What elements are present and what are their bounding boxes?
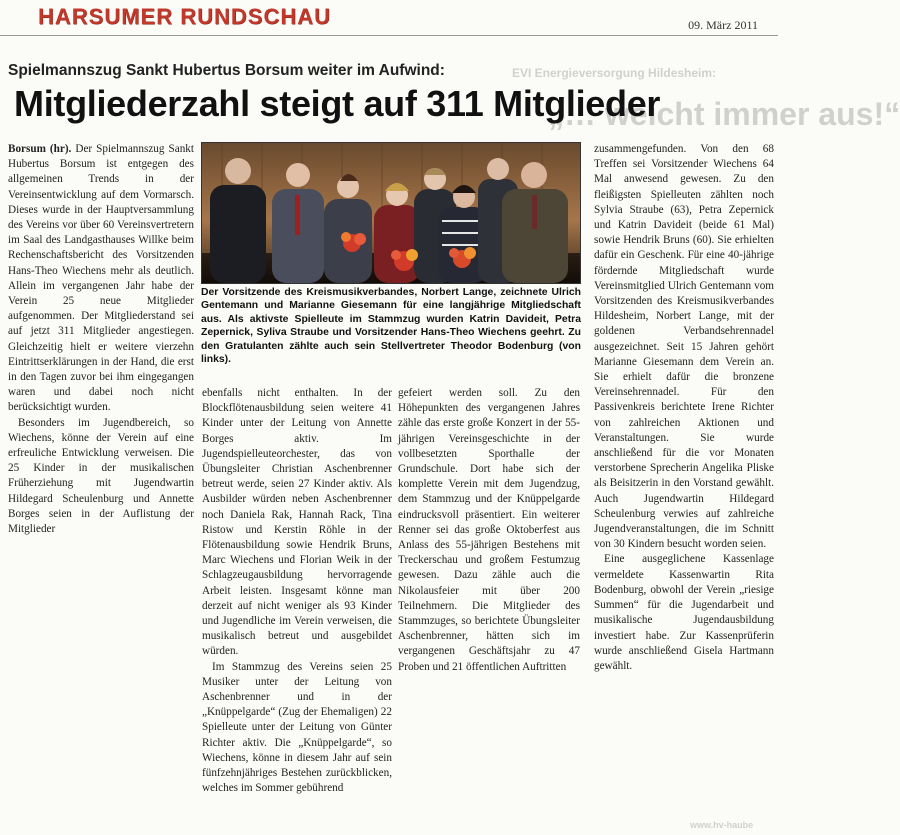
photo-caption: Der Vorsitzende des Kreismusikverbandes, Norbert Lange, zeichnete Ulrich Gentemann und Marianne Giesemann für eine langjährige Mitgliedschaft aus. Als aktivste Spielleute im Stammzug wurden Katrin Davideit, Petra Zepernick, Syliva Straube und Vorsitzender Hans-Theo Wiechens geehrt. Zu den Gratulanten zählte auch sein Stellvertreter Theodor Bodenburg (von links). — [201, 287, 581, 366]
paragraph: ebenfalls nicht enthalten. In der Blockflötenausbildung seien weitere 41 Kinder unter der Leitung von Annette Borges aktiv. Im Jugendspielleuteorchester, das von Übungsleiter Christian Aschenbrenner betreut werde, seien 27 Kinder aktiv. Als Ausbilder würden neben Aschenbrenner noch Daniela Rak, Hannah Rack, Tina Ristow und Kerstin Röhle in der Flötenausbildung sowie Hendrik Bruns, Marc Wiechens und Florian Weik in der Schlagzeugausbildung hervorragende Arbeit leisten. Insgesamt könne man derzeit auf nicht weniger als 93 Kinder und Jugendliche im Verein verweisen, die musikalisch betreut und ausgebildet würden. — [202, 387, 392, 658]
article-column-2 — [202, 386, 392, 828]
masthead: HARSUMER RUNDSCHAU — [38, 4, 331, 29]
group-photo — [201, 142, 581, 284]
article-column-4 — [594, 142, 774, 712]
bleed-through-url: www.hv-haube — [690, 820, 754, 830]
dateline: Borsum (hr). — [8, 143, 72, 155]
paragraph: gefeiert werden soll. Zu den Höhepunkten des vergangenen Jahres zähle das erste große Konzert in der 55-jährigen Vereinsgeschichte in der vollbesetzten Sporthalle der Grundschule. Dort habe sich der komplette Verein mit dem Jugendzug, dem Stammzug und der Knüppelgarde eindrucksvoll präsentiert. Ein weiterer Renner sei das große Oktoberfest aus Anlass des 55-jährigen Bestehens mit Treckerschau und großem Festumzug gewesen. Dazu zähle auch die Nikolausfeier mit über 200 Teilnehmern. Die Mitglieder des Stammzuges, so berichtete Übungsleiter Aschenbrenner, hätten sich im vergangenen Geschäftsjahr zu 47 Proben und 21 öffentlichen Auftritten — [398, 387, 580, 673]
paragraph: Im Stammzug des Vereins seien 25 Musiker unter der Leitung von Aschenbrenner und in der „Knüppelgarde“ (Zug der Ehemaligen) 22 Spielleute unter der Leitung von Günter Richter aktiv. Die „Knüppelgarde“, so Wiechens, könne in diesem Jahr auf sein fünfzehnjähriges Bestehen zurückblicken, welches im Sommer gebührend — [202, 660, 392, 795]
article-kicker: Spielmannszug Sankt Hubertus Borsum weiter im Aufwind: — [8, 62, 445, 79]
paragraph: Besonders im Jugendbereich, so Wiechens, könne der Verein auf eine erfreuliche Entwicklung verweisen. Die 25 Kinder in der musikalischen Früherziehung mit Jugendwartin Hildegard Scheulenburg und Annette Borges seien in der Auflistung der Mitglieder — [8, 416, 194, 536]
paragraph: zusammengefunden. Von den 68 Treffen sei Vorsitzender Wiechens 64 Mal anwesend gewesen. Zu den fleißigsten Spielleuten zählten noch Sylvia Straube (63), Petra Zepernick und Katrin Davideit (beide 61 Mal) sowie Hendrik Bruns (60). Sie erhielten dafür ein Geschenk. Für eine 40-jährige fördernde Mitgliedschaft wurde Vereinsmitglied Ulrich Gentemann vom Vorsitzenden des Kreismusikverbandes Hildesheim, Norbert Lange, mit der goldenen Verbandsehrennadel ausgezeichnet. Seit 15 Jahren gehört Marianne Giesemann dem Verein an. Sie erhielt dafür die bronzene Vereinsehrennadel. Für den Passivenkreis berichtete Irene Richter von zahlreichen Aktionen und Veranstaltungen. Sie wurde anschließend für die vor Monaten verstorbene Sprecherin Angelika Pliske als Beisitzerin in den Vorstand gewählt. Auch Jugendwartin Hildegard Scheulenburg verwies auf zahlreiche Jugendveranstaltungen, die im Schnitt von 30 Kindern besucht worden seien. — [594, 143, 774, 551]
article-column-3 — [398, 386, 580, 720]
article-column-1 — [8, 142, 194, 582]
paragraph: Eine ausgeglichene Kassenlage vermeldete Kassenwartin Rita Bodenburg, obwohl der Verein „riesige Summen“ für die Jugendarbeit und musikalische Jugendausbildung investiert habe. Zur Kassenprüferin wurde anschließend Gisela Hartmann gewählt. — [594, 553, 774, 672]
bleed-through-headline: „… weicht immer aus!“ — [548, 96, 900, 132]
issue-date: 09. März 2011 — [688, 18, 758, 32]
article-headline: Mitgliederzahl steigt auf 311 Mitglieder — [14, 83, 661, 124]
paragraph: Borsum (hr). Der Spielmannszug Sankt Hubertus Borsum ist entgegen des allgemeinen Trends in der Vereinsentwicklung auf dem Vormarsch. Dieses wurde in der Hauptversammlung des Vereins vor über 60 Vereinsvertretern im Saal des Landgasthauses Willke beim Rechenschaftsbericht des Vorsitzenden Hans-Theo Wiechens mehr als deutlich. Allein im vergangenen Jahr habe der Verein 25 neue Mitglieder aufgenommen. Der Mitgliederstand sei auf jetzt 311 Mitglieder angestiegen. Gleichzeitig hielt er weitere vierzehn Eintrittserklärungen in der Hand, die erst in den Tagen zuvor bei ihm eingegangen waren und dabei noch nicht berücksichtigt wurden. — [8, 143, 194, 414]
group-photo-image — [202, 143, 580, 283]
bleed-through-text: EVI Energieversorgung Hildesheim: — [512, 66, 717, 80]
header-rule — [0, 35, 778, 36]
